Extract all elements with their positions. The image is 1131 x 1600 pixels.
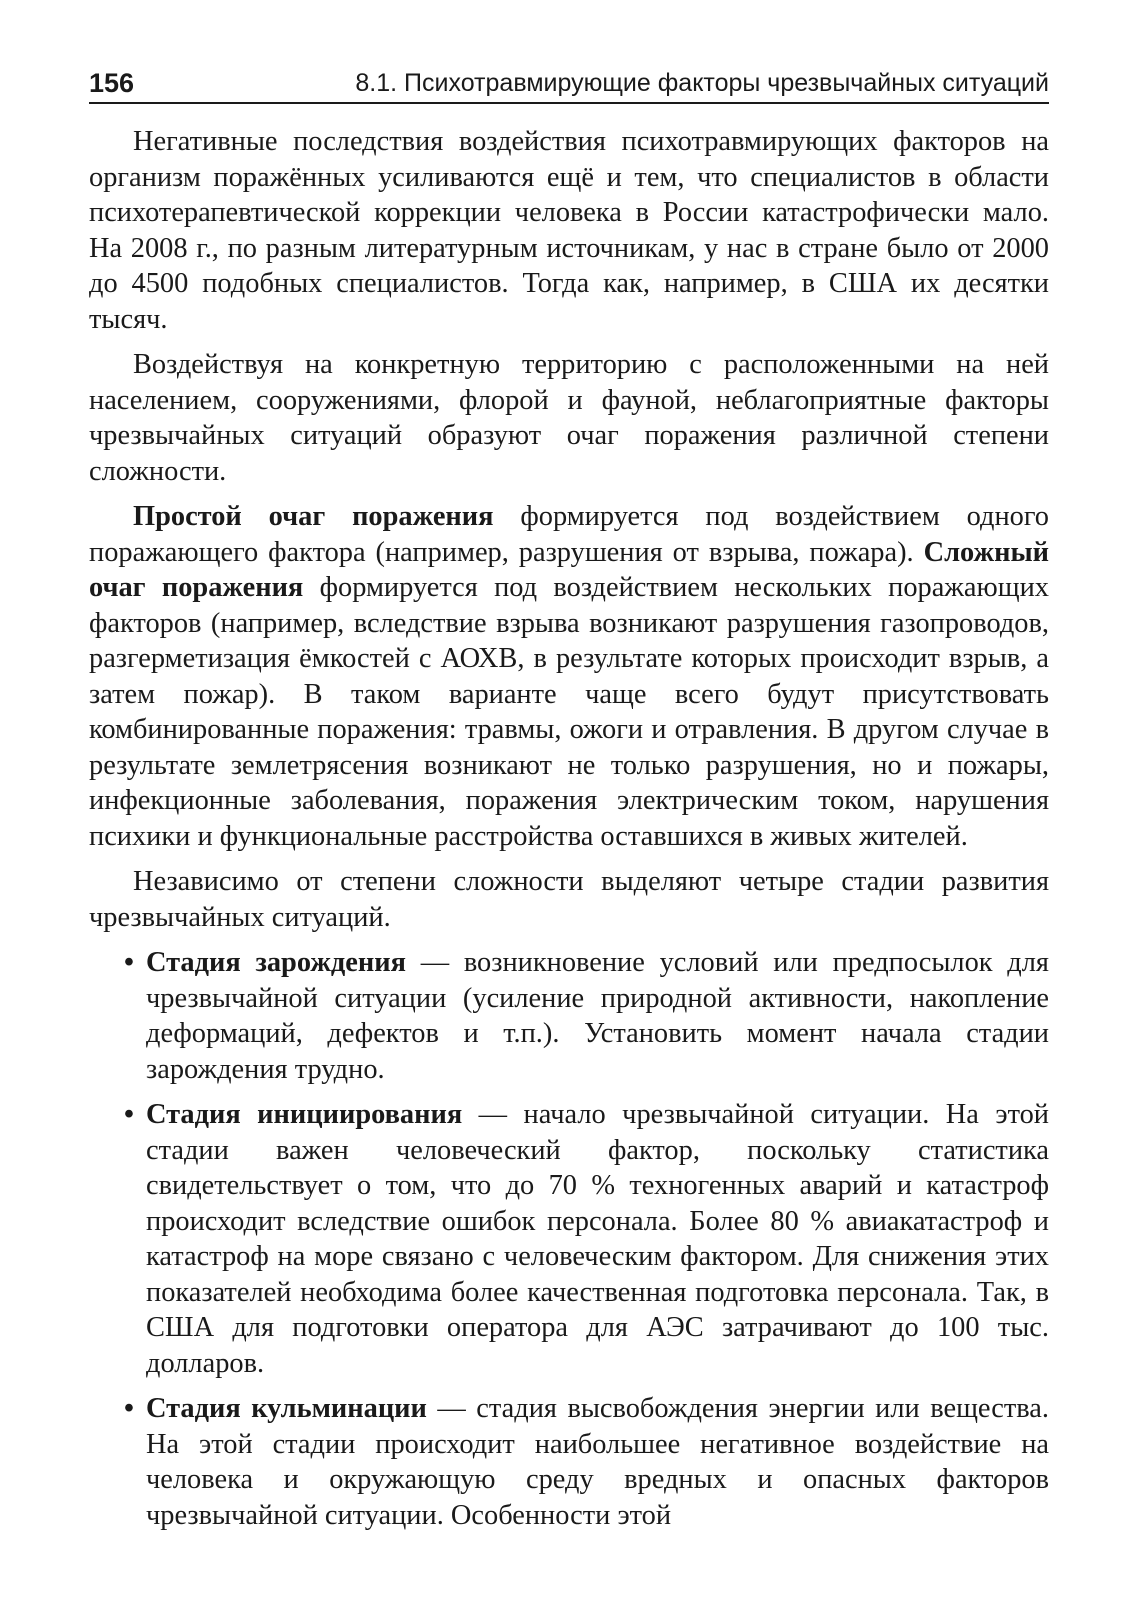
page-body <box>89 124 1049 1543</box>
list-item-culmination-stage <box>124 1391 1049 1533</box>
term-simple-focus: Простой очаг поражения <box>133 501 494 532</box>
bullet-icon: • <box>124 1099 134 1130</box>
complex-focus-text: формируется под воздействием нескольких поражающих факторов (например, вследствие взрыва возникают разрушения газопроводов, разгерметизация ёмкостей с АОХВ, в результате которых происходит взрыв, а затем пожар). В таком варианте чаще всего будут присутствовать комбинированные поражения: травмы, ожоги и отравления. В другом случае в результате землетрясения возникают не только разрушения, но и пожары, инфекционные заболевания, поражения электрическим током, нарушения психики и функциональные расстройства оставшихся в живых жителей. <box>89 572 1049 852</box>
origin-stage-text: — возникновение условий или предпосылок для чрезвычайной ситуации (усиление природной активности, накопление деформаций, дефектов и т.п.). Установить момент начала стадии зарождения трудно. <box>146 947 1049 1085</box>
term-complex-focus: Сложный очаг поражения <box>89 536 1049 603</box>
paragraph-lesion-focus: Воздействуя на конкретную территорию с расположенными на ней населением, сооружениями, флорой и фауной, неблагоприятные факторы чрезвычайных ситуаций образуют очаг поражения различной степени сложности. <box>89 349 1049 487</box>
initiation-stage-text: — начало чрезвычайной ситуации. На этой стадии важен человеческий фактор, поскольку статистика свидетельствует о том, что до 70 % техногенных аварий и катастроф происходит вследствие ошибок персонала. Более 80 % авиакатастроф и катастроф на море связано с человеческим фактором. Для снижения этих показателей необходима более качественная подготовка персонала. Так, в США для подготовки оператора для АЭС затрачивают до 100 тыс. долларов. <box>146 1099 1049 1379</box>
term-culmination-stage: Стадия кульминации <box>146 1393 427 1424</box>
stages-list <box>89 945 1049 1533</box>
paragraph-specialists: Негативные последствия воздействия психотравмирующих факторов на организм поражённых усиливаются ещё и тем, что специалистов в области психотерапевтической коррекции человека в России катастрофически мало. На 2008 г., по разным литературным источникам, у нас в стране было от 2000 до 4500 подобных специалистов. Тогда как, например, в США их десятки тысяч. <box>89 126 1049 335</box>
term-initiation-stage: Стадия инициирования <box>146 1099 463 1130</box>
term-origin-stage: Стадия зарождения <box>146 947 406 978</box>
list-item-initiation-stage <box>124 1097 1049 1381</box>
running-title: 8.1. Психотравмирующие факторы чрезвычайных ситуаций <box>355 69 1049 97</box>
list-item-origin-stage <box>124 945 1049 1087</box>
page-number: 156 <box>89 68 135 98</box>
culmination-stage-text: — стадия высвобождения энергии или вещества. На этой стадии происходит наибольшее негативное воздействие на человека и окружающую среду вредных и опасных факторов чрезвычайной ситуации. Особенности этой <box>146 1393 1049 1531</box>
page-header <box>89 60 1049 104</box>
bullet-icon: • <box>124 947 134 978</box>
paragraph-stages-intro: Независимо от степени сложности выделяют четыре стадии развития чрезвычайных ситуаций. <box>89 866 1049 933</box>
bullet-icon: • <box>124 1393 134 1424</box>
simple-focus-text: формируется под воздействием одного поражающего фактора (например, разрушения от взрыва, пожара). <box>89 501 1049 568</box>
paragraph-focus-types <box>89 499 1049 854</box>
